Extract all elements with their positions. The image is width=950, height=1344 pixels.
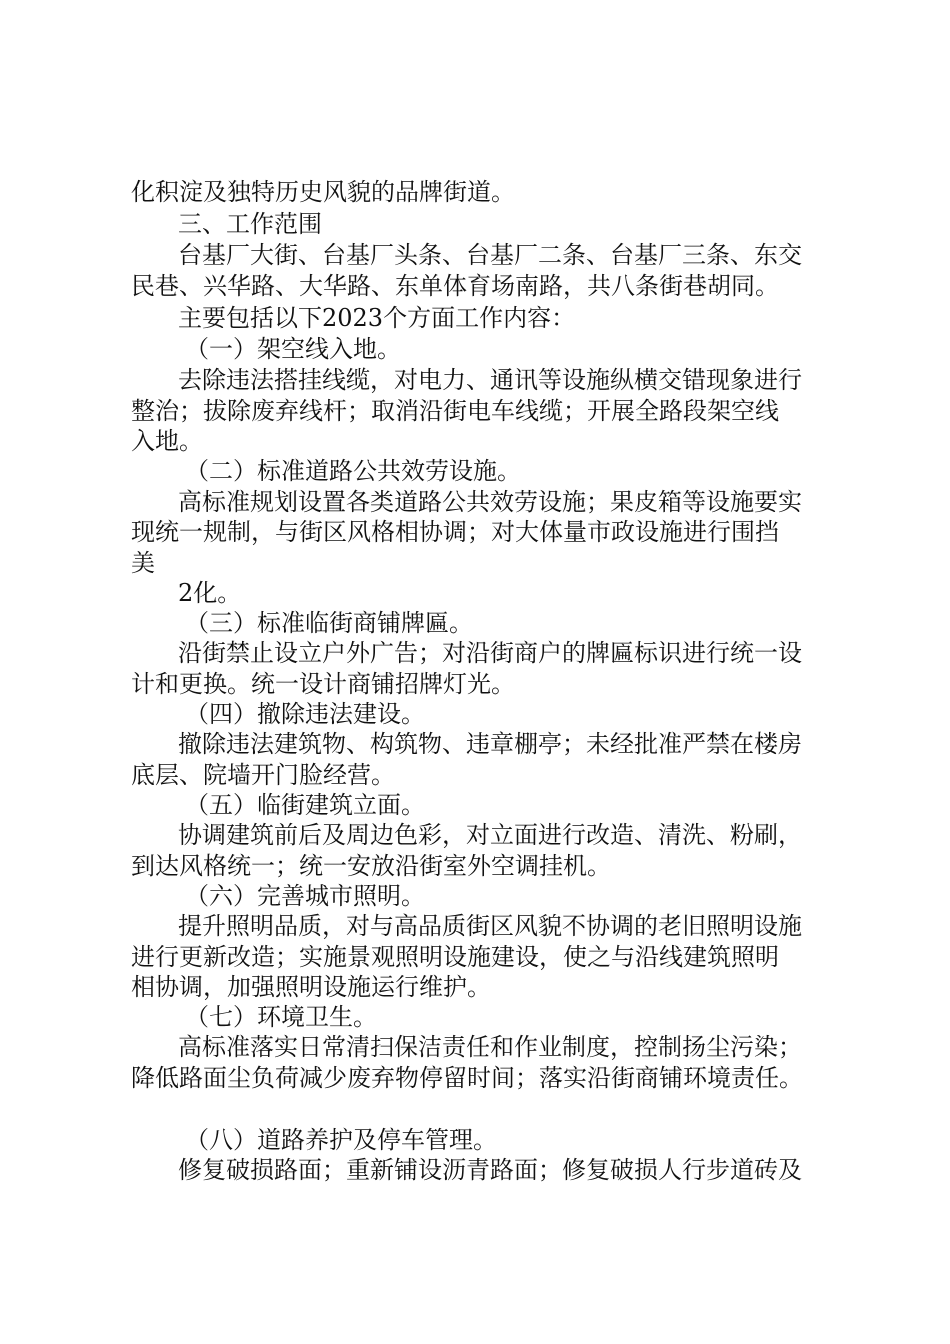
text-line-5: 主要包括以下2023个方面工作内容： — [178, 304, 576, 332]
subheading-1: （一）架空线入地。 — [185, 335, 401, 363]
text-line-12: 现统一规制，与街区风格相协调；对大体量市政设施进行围挡 — [131, 518, 779, 546]
text-line-25: 提升照明品质，对与高品质街区风貌不协调的老旧照明设施 — [178, 912, 802, 940]
text-line-14: 2化。 — [178, 579, 242, 607]
text-line-26: 进行更新改造；实施景观照明设施建设，使之与沿线建筑照明 — [131, 943, 779, 971]
text-line-30: 降低路面尘负荷减少废弃物停留时间；落实沿街商铺环境责任。 — [131, 1064, 803, 1092]
text-line-29: 高标准落实日常清扫保洁责任和作业制度，控制扬尘污染； — [178, 1033, 802, 1061]
text-line-16: 沿街禁止设立户外广告；对沿街商户的牌匾标识进行统一设 — [178, 639, 802, 667]
text-line-8: 整治；拔除废弃线杆；取消沿街电车线缆；开展全路段架空线 — [131, 397, 779, 425]
text-line-4: 民巷、兴华路、大华路、东单体育场南路，共八条街巷胡同。 — [131, 272, 779, 300]
text-line-13: 美 — [131, 549, 155, 577]
text-line-7: 去除违法搭挂线缆，对电力、通讯等设施纵横交错现象进行 — [178, 366, 802, 394]
text-line-17: 计和更换。统一设计商铺招牌灯光。 — [131, 670, 515, 698]
text-line-32: 修复破损路面；重新铺设沥青路面；修复破损人行步道砖及 — [178, 1156, 802, 1184]
text-line-22: 协调建筑前后及周边色彩，对立面进行改造、清洗、粉刷， — [178, 821, 802, 849]
text-line-9: 入地。 — [131, 427, 203, 455]
subheading-3: （三）标准临街商铺牌匾。 — [185, 609, 473, 637]
subheading-8: （八）道路养护及停车管理。 — [185, 1126, 497, 1154]
subheading-5: （五）临街建筑立面。 — [185, 791, 425, 819]
text-line-23: 到达风格统一；统一安放沿街室外空调挂机。 — [131, 852, 611, 880]
text-line-20: 底层、院墙开门脸经营。 — [131, 761, 395, 789]
section-heading-scope: 三、工作范围 — [178, 210, 322, 238]
subheading-2: （二）标准道路公共效劳设施。 — [185, 457, 521, 485]
subheading-6: （六）完善城市照明。 — [185, 882, 425, 910]
text-line-1: 化积淀及独特历史风貌的品牌街道。 — [131, 178, 515, 206]
subheading-4: （四）撤除违法建设。 — [185, 700, 425, 728]
text-line-11: 高标准规划设置各类道路公共效劳设施；果皮箱等设施要实 — [178, 488, 802, 516]
text-line-19: 撤除违法建筑物、构筑物、违章棚亭；未经批准严禁在楼房 — [178, 730, 802, 758]
subheading-7: （七）环境卫生。 — [185, 1003, 377, 1031]
text-line-27: 相协调，加强照明设施运行维护。 — [131, 973, 491, 1001]
text-line-3: 台基厂大街、台基厂头条、台基厂二条、台基厂三条、东交 — [178, 241, 802, 269]
